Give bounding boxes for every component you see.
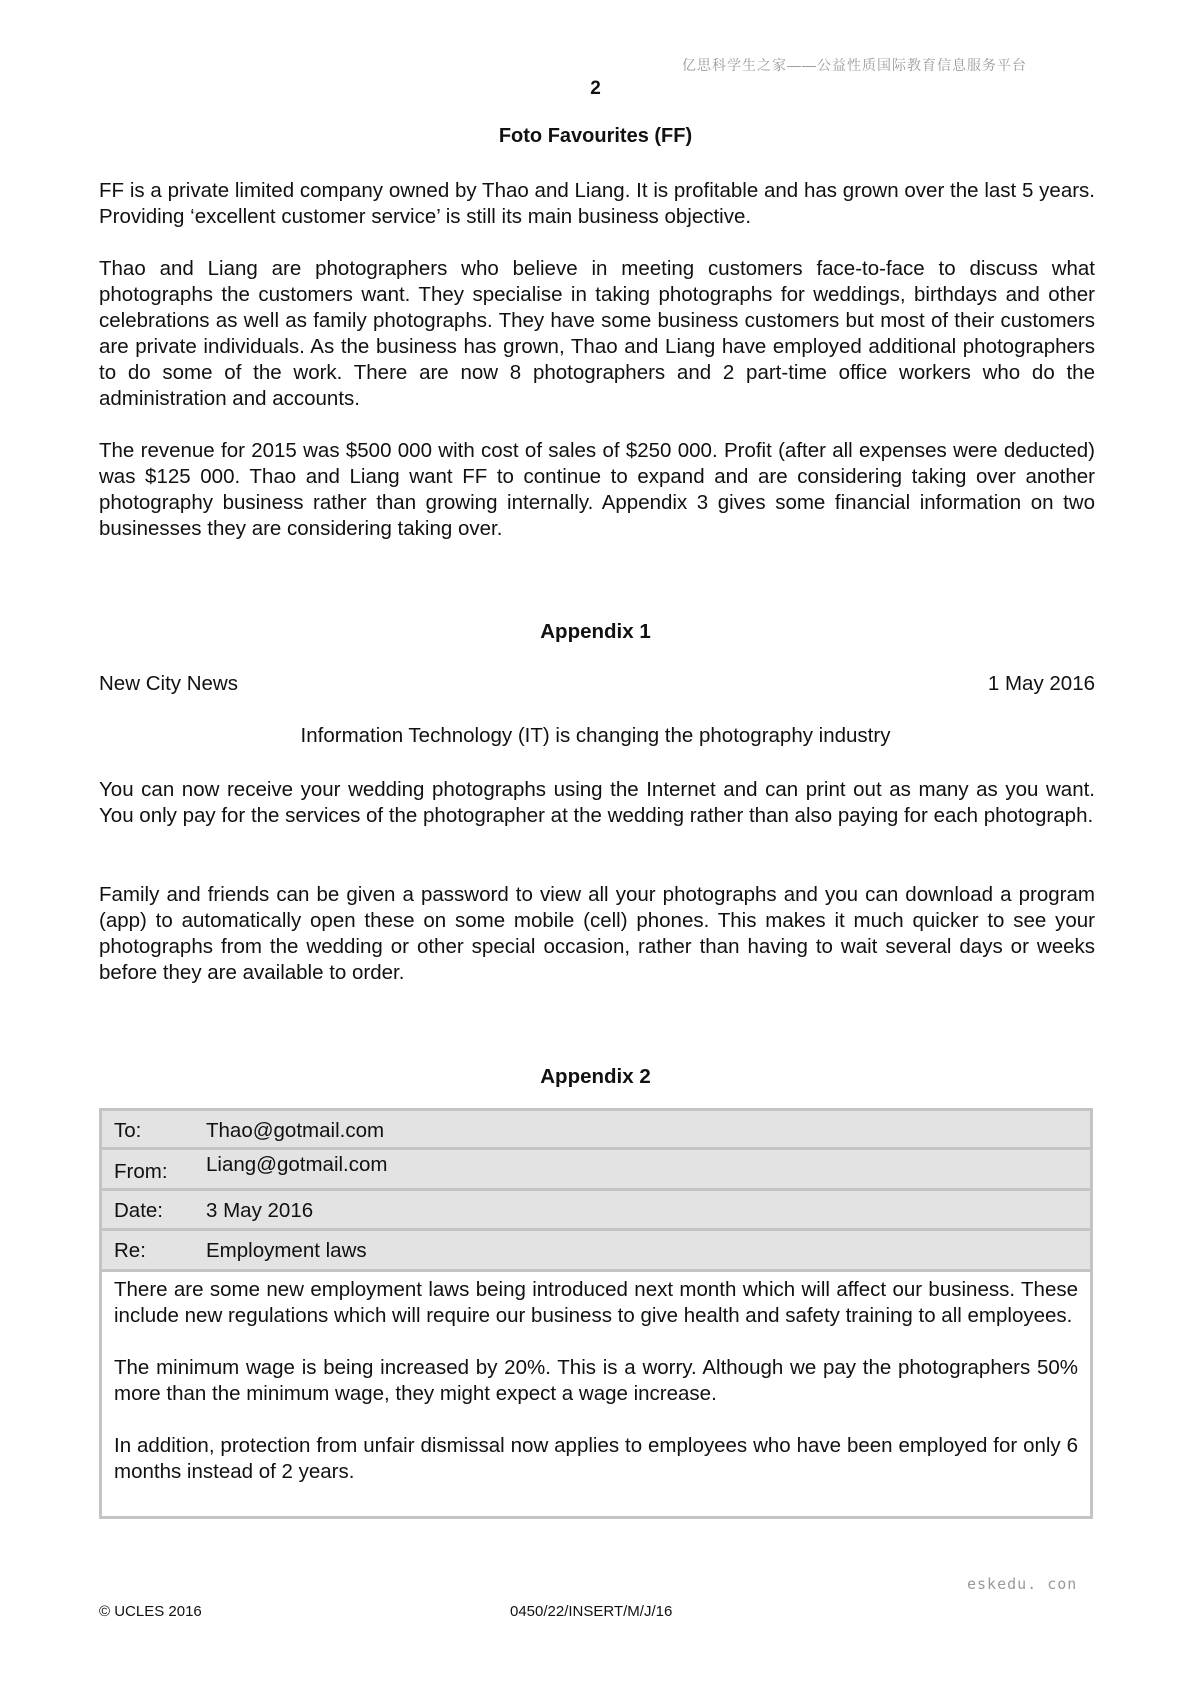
email-to-value: Thao@gotmail.com bbox=[206, 1119, 385, 1142]
email-subject-row bbox=[102, 1231, 1090, 1272]
email-date-label: Date: bbox=[114, 1199, 163, 1222]
watermark-top: 亿思科学生之家——公益性质国际教育信息服务平台 bbox=[682, 57, 1027, 73]
email-subject-label: Re: bbox=[114, 1239, 146, 1262]
page-title: Foto Favourites (FF) bbox=[498, 125, 693, 147]
email-body bbox=[114, 1277, 1078, 1485]
news-source: New City News bbox=[99, 672, 238, 695]
news-headline: Information Technology (IT) is changing the photography industry bbox=[300, 724, 891, 747]
page-number: 2 bbox=[590, 78, 601, 99]
email-body-paragraph-3: In addition, protection from unfair dismissal now applies to employees who have been employed for only 6 months instead of 2 years. bbox=[114, 1434, 1078, 1483]
email-subject-value: Employment laws bbox=[206, 1239, 367, 1262]
intro-paragraph-1: FF is a private limited company owned by Thao and Liang. It is profitable and has grown over the last 5 years. Providing ‘excellent customer service’ is still its main business objective. bbox=[99, 179, 1095, 228]
footer-copyright: © UCLES 2016 bbox=[99, 1603, 202, 1620]
email-from-label: From: bbox=[114, 1160, 168, 1183]
email-from-value: Liang@gotmail.com bbox=[206, 1153, 388, 1176]
appendix-2-heading: Appendix 2 bbox=[540, 1065, 651, 1088]
watermark-bottom: eskedu. con bbox=[967, 1575, 1078, 1593]
appendix-1-heading: Appendix 1 bbox=[540, 620, 651, 643]
email-to-label: To: bbox=[114, 1119, 142, 1142]
footer-paper-code: 0450/22/INSERT/M/J/16 bbox=[510, 1603, 673, 1620]
news-date: 1 May 2016 bbox=[987, 672, 1095, 695]
email-body-paragraph-2: The minimum wage is being increased by 20%. This is a worry. Although we pay the photographers 50% more than the minimum wage, they might expect a wage increase. bbox=[114, 1356, 1078, 1405]
email-box bbox=[99, 1108, 1093, 1519]
news-paragraph-2: Family and friends can be given a password to view all your photographs and you can download a program (app) to automatically open these on some mobile (cell) phones. This makes it much quicker to see your photographs from the wedding or other special occasion, rather than having to wait several days or weeks before they are available to order. bbox=[99, 883, 1095, 984]
email-from-row bbox=[102, 1150, 1090, 1191]
email-to-row bbox=[102, 1111, 1090, 1150]
email-body-paragraph-1: There are some new employment laws being introduced next month which will affect our business. These include new regulations which will require our business to give health and safety training to all employees. bbox=[114, 1278, 1078, 1327]
news-paragraph-1: You can now receive your wedding photographs using the Internet and can print out as many as you want. You only pay for the services of the photographer at the wedding rather than also paying for each photograph. bbox=[99, 778, 1095, 827]
intro-paragraph-3: The revenue for 2015 was $500 000 with cost of sales of $250 000. Profit (after all expenses were deducted) was $125 000. Thao and Liang want FF to continue to expand and are considering taking over another photography business rather than growing internally. Appendix 3 gives some financial information on two businesses they are considering taking over. bbox=[99, 439, 1095, 540]
intro-paragraph-2: Thao and Liang are photographers who believe in meeting customers face-to-face to discuss what photographs the customers want. They specialise in taking photographs for weddings, birthdays and other celebrations as well as family photographs. They have some business customers but most of their customers are private individuals. As the business has grown, Thao and Liang have employed additional photographers to do some of the work. There are now 8 photographers and 2 part-time office workers who do the administration and accounts. bbox=[99, 257, 1095, 410]
email-date-row bbox=[102, 1191, 1090, 1231]
email-date-value: 3 May 2016 bbox=[206, 1199, 314, 1222]
